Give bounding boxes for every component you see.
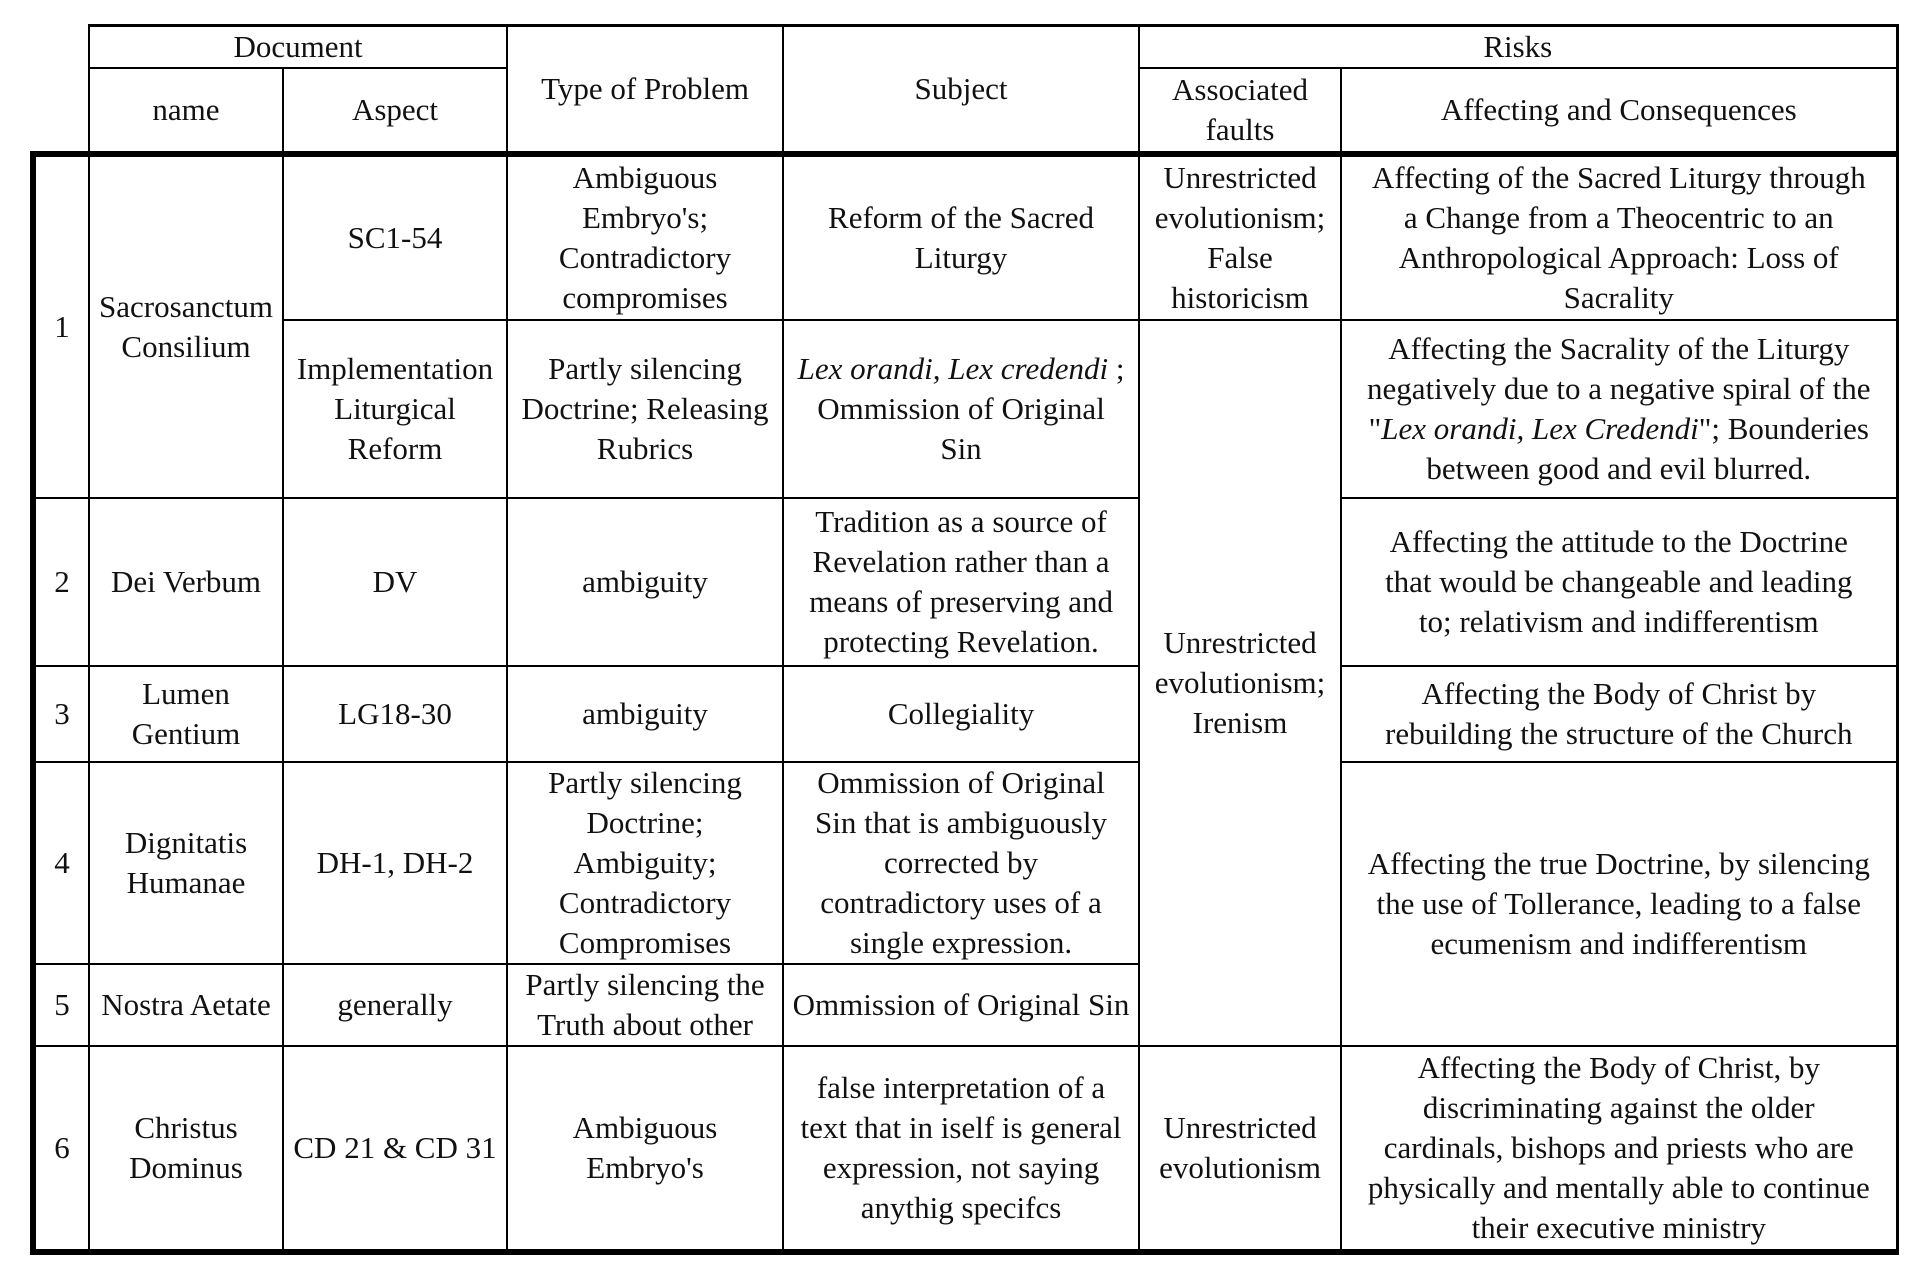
affecting-consequences-cell: Affecting the Body of Christ, by discriminating against the older cardinals, bishops and priests who are physically and mentally able to continue their executive ministry	[1341, 1046, 1897, 1252]
subject-cell: Collegiality	[783, 666, 1139, 762]
header-affecting-consequences: Affecting and Consequences	[1341, 68, 1897, 154]
document-name: Dei Verbum	[89, 498, 283, 666]
corner-cell	[33, 26, 89, 69]
aspect-cell: DH-1, DH-2	[283, 762, 507, 964]
document-risks-table	[30, 24, 1899, 1255]
document-name: Sacrosanctum Consilium	[89, 154, 283, 498]
type-of-problem-cell: Ambiguous Embryo's	[507, 1046, 783, 1252]
aspect-cell: generally	[283, 964, 507, 1046]
affecting-consequences-cell: Affecting the Sacrality of the Liturgy negatively due to a negative spiral of the "Lex orandi, Lex Credendi"; Bounderies between good and evil blurred.	[1341, 320, 1897, 498]
aspect-cell: CD 21 & CD 31	[283, 1046, 507, 1252]
aspect-cell: Implementation Liturgical Reform	[283, 320, 507, 498]
subject-cell: false interpretation of a text that in iself is general expression, not saying anythig specifcs	[783, 1046, 1139, 1252]
affecting-consequences-cell: Affecting of the Sacred Liturgy through a Change from a Theocentric to an Anthropological Approach: Loss of Sacrality	[1341, 154, 1897, 320]
aspect-cell: LG18-30	[283, 666, 507, 762]
subject-cell: Ommission of Original Sin that is ambiguously corrected by contradictory uses of a single expression.	[783, 762, 1139, 964]
type-of-problem-cell: Partly silencing Doctrine; Releasing Rubrics	[507, 320, 783, 498]
row-number: 2	[33, 498, 89, 666]
row-number: 1	[33, 154, 89, 498]
affecting-consequences-cell: Affecting the attitude to the Doctrine that would be changeable and leading to; relativism and indifferentism	[1341, 498, 1897, 666]
subject-cell: Tradition as a source of Revelation rather than a means of preserving and protecting Revelation.	[783, 498, 1139, 666]
type-of-problem-cell: Ambiguous Embryo's; Contradictory compromises	[507, 154, 783, 320]
subject-cell: Lex orandi, Lex credendi ; Ommission of Original Sin	[783, 320, 1139, 498]
subject-cell: Reform of the Sacred Liturgy	[783, 154, 1139, 320]
row-number: 4	[33, 762, 89, 964]
affecting-consequences-cell: Affecting the true Doctrine, by silencing the use of Tollerance, leading to a false ecumenism and indifferentism	[1341, 762, 1897, 1046]
row-number: 6	[33, 1046, 89, 1252]
associated-faults-cell: Unrestricted evolutionism	[1139, 1046, 1341, 1252]
corner-cell	[33, 68, 89, 154]
type-of-problem-cell: Partly silencing Doctrine; Ambiguity; Contradictory Compromises	[507, 762, 783, 964]
associated-faults-cell: Unrestricted evolutionism; False historicism	[1139, 154, 1341, 320]
associated-faults-cell: Unrestricted evolutionism; Irenism	[1139, 320, 1341, 1046]
header-type-of-problem: Type of Problem	[507, 26, 783, 155]
header-risks: Risks	[1139, 26, 1897, 69]
document-name: Lumen Gentium	[89, 666, 283, 762]
subject-cell: Ommission of Original Sin	[783, 964, 1139, 1046]
header-subject: Subject	[783, 26, 1139, 155]
document-name: Nostra Aetate	[89, 964, 283, 1046]
header-aspect: Aspect	[283, 68, 507, 154]
document-name: Dignitatis Humanae	[89, 762, 283, 964]
affecting-consequences-cell: Affecting the Body of Christ by rebuilding the structure of the Church	[1341, 666, 1897, 762]
header-associated-faults: Associated faults	[1139, 68, 1341, 154]
header-document: Document	[89, 26, 507, 69]
document-name: Christus Dominus	[89, 1046, 283, 1252]
aspect-cell: SC1-54	[283, 154, 507, 320]
type-of-problem-cell: ambiguity	[507, 666, 783, 762]
header-name: name	[89, 68, 283, 154]
type-of-problem-cell: Partly silencing the Truth about other	[507, 964, 783, 1046]
aspect-cell: DV	[283, 498, 507, 666]
type-of-problem-cell: ambiguity	[507, 498, 783, 666]
row-number: 5	[33, 964, 89, 1046]
row-number: 3	[33, 666, 89, 762]
